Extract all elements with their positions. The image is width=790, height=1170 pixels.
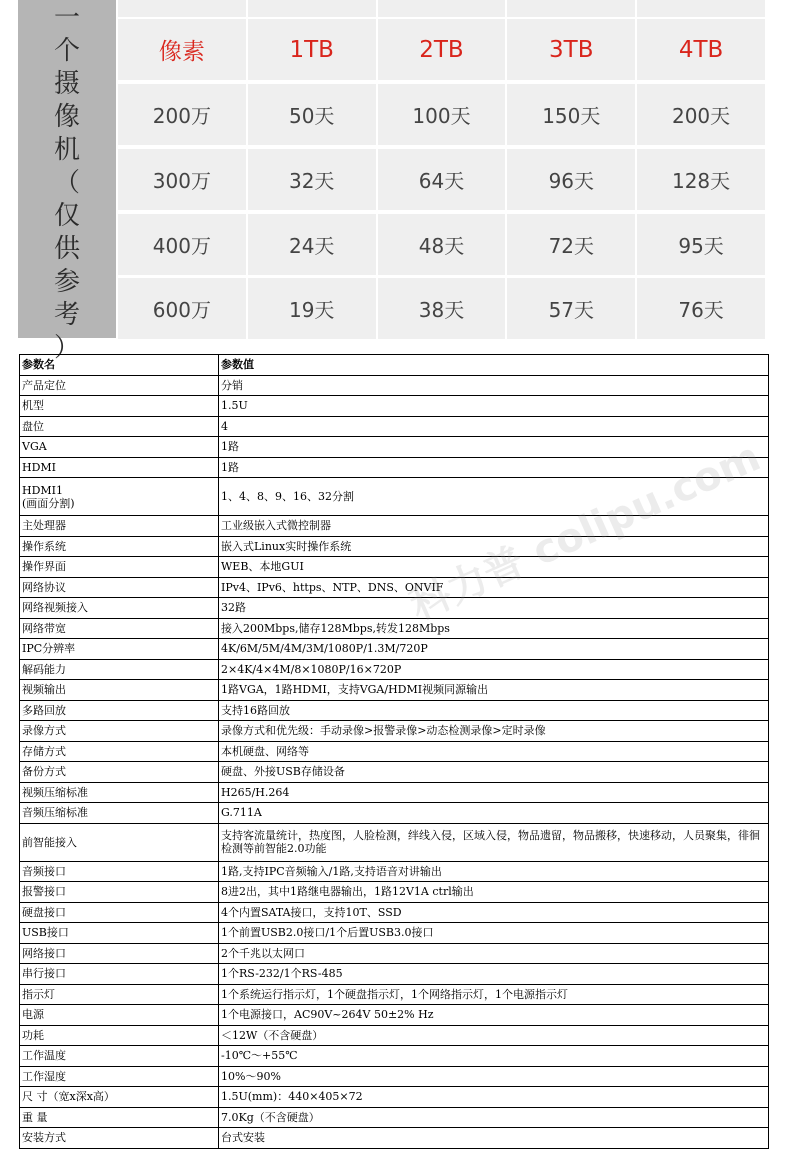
side-label [48,2,86,365]
side-label-char: 像 [53,102,80,132]
table-row [20,437,769,458]
grid-header-cell: 2TB [378,19,506,80]
param-value-cell: WEB、本地GUI [219,557,769,578]
param-value-cell: 4个内置SATA接口，支持10T、SSD [219,902,769,923]
param-name-cell: 工作湿度 [20,1066,219,1087]
param-value-cell: 接入200Mbps,储存128Mbps,转发128Mbps [219,618,769,639]
param-value-cell: 支持客流量统计，热度图，人脸检测，绊线入侵，区域入侵，物品遗留，物品搬移，快速移动，人员聚集，徘徊检测等前智能2.0功能 [219,823,769,861]
side-label-panel [18,0,116,363]
grid-cell: 24天 [248,214,376,275]
param-value-cell: 1个电源接口，AC90V~264V 50±2% Hz [219,1005,769,1026]
table-row [20,416,769,437]
param-value-cell: 参数值 [219,355,769,376]
param-value-cell: 分销 [219,375,769,396]
grid-cell: 19天 [248,278,376,339]
param-value-cell: 1.5U [219,396,769,417]
grid-cell: 57天 [507,278,635,339]
table-row [20,1128,769,1149]
param-name-cell: 视频输出 [20,680,219,701]
table-row [20,516,769,537]
table-header-row [20,355,769,376]
table-row [20,577,769,598]
side-label-char: 摄 [53,69,80,99]
param-name-cell: 音频压缩标准 [20,803,219,824]
param-name-cell: HDMI [20,457,219,478]
table-row [20,964,769,985]
param-name-cell: 功耗 [20,1025,219,1046]
side-label-char: 供 [53,234,80,264]
param-name-cell: 串行接口 [20,964,219,985]
grid-cell: 200万 [118,84,246,145]
param-value-cell: 10%～90% [219,1066,769,1087]
grid-cell: 50天 [248,84,376,145]
watermark: 科力普 colipu.com [403,433,768,630]
param-value-cell: 4 [219,416,769,437]
storage-duration-table [18,0,767,363]
table-row [20,700,769,721]
grid-cell: 72天 [507,214,635,275]
param-name-cell: 工作温度 [20,1046,219,1067]
table-row [20,984,769,1005]
table-row [20,557,769,578]
param-name-cell: 重 量 [20,1107,219,1128]
grid-header-cell: 像素 [118,19,246,80]
table-row [20,1107,769,1128]
param-value-cell: 1路 [219,437,769,458]
table-row [20,803,769,824]
grid-top-strip [507,0,635,17]
table-row [20,782,769,803]
param-name-cell: 解码能力 [20,659,219,680]
grid-cell: 96天 [507,149,635,210]
grid-cell: 32天 [248,149,376,210]
param-name-cell: 报警接口 [20,882,219,903]
side-label-char: 个 [53,36,80,66]
param-value-cell: 2×4K/4×4M/8×1080P/16×720P [219,659,769,680]
grid-top-strip [637,0,765,17]
side-label-char: （ [53,168,80,198]
table-row [20,1005,769,1026]
param-name-cell: 网络带宽 [20,618,219,639]
param-name-cell: 音频接口 [20,861,219,882]
table-row [20,943,769,964]
table-row [20,721,769,742]
param-value-cell: 1路,支持IPC音频输入/1路,支持语音对讲输出 [219,861,769,882]
param-name-cell: 盘位 [20,416,219,437]
param-value-cell: 工业级嵌入式微控制器 [219,516,769,537]
param-name-cell: 主处理器 [20,516,219,537]
table-row [20,375,769,396]
table-row [20,1087,769,1108]
param-name-cell: 产品定位 [20,375,219,396]
grid-top-strip [118,0,246,17]
param-name-cell: 网络协议 [20,577,219,598]
table-row [20,639,769,660]
side-label-char: ） [53,333,80,363]
grid-cell: 300万 [118,149,246,210]
grid-cell: 600万 [118,278,246,339]
param-name-cell: VGA [20,437,219,458]
table-row [20,861,769,882]
side-label-char: 参 [53,267,80,297]
side-label-char: 一 [53,3,80,33]
param-name-cell: 网络视频接入 [20,598,219,619]
param-name-cell: 硬盘接口 [20,902,219,923]
table-row [20,1046,769,1067]
param-value-cell: 硬盘、外接USB存储设备 [219,762,769,783]
grid-cell: 400万 [118,214,246,275]
param-name-cell: IPC分辨率 [20,639,219,660]
table-row [20,1066,769,1087]
side-label-char: 机 [53,135,80,165]
grid-cell: 64天 [378,149,506,210]
grid-cell: 100天 [378,84,506,145]
grid-cell: 76天 [637,278,765,339]
grid-top-strip [378,0,506,17]
table-row [20,680,769,701]
grid-cell: 95天 [637,214,765,275]
param-value-cell: 1路VGA，1路HDMI，支持VGA/HDMI视频同源输出 [219,680,769,701]
table-row [20,478,769,516]
param-name-cell: USB接口 [20,923,219,944]
param-name-cell: 操作系统 [20,536,219,557]
param-value-cell: -10℃～+55℃ [219,1046,769,1067]
storage-grid [118,0,767,338]
param-value-cell: 1路 [219,457,769,478]
param-name-cell: 录像方式 [20,721,219,742]
grid-header-cell: 1TB [248,19,376,80]
param-value-cell: 2个千兆以太网口 [219,943,769,964]
grid-top-strip [248,0,376,17]
grid-cell: 150天 [507,84,635,145]
param-value-cell: 本机硬盘、网络等 [219,741,769,762]
table-row [20,823,769,861]
param-name-cell: 备份方式 [20,762,219,783]
param-value-cell: ＜12W（不含硬盘） [219,1025,769,1046]
param-name-cell: HDMI1 (画面分割) [20,478,219,516]
table-row [20,457,769,478]
grid-cell: 48天 [378,214,506,275]
table-row [20,923,769,944]
param-value-cell: 7.0Kg（不含硬盘） [219,1107,769,1128]
grid-cell: 38天 [378,278,506,339]
param-name-cell: 多路回放 [20,700,219,721]
param-name-cell: 存储方式 [20,741,219,762]
param-name-cell: 前智能接入 [20,823,219,861]
param-value-cell: H265/H.264 [219,782,769,803]
grid-header-cell: 3TB [507,19,635,80]
param-value-cell: 1、4、8、9、16、32分割 [219,478,769,516]
table-row [20,762,769,783]
param-value-cell: 台式安装 [219,1128,769,1149]
table-row [20,396,769,417]
param-value-cell: G.711A [219,803,769,824]
table-row [20,902,769,923]
table-row [20,598,769,619]
param-name-cell: 网络接口 [20,943,219,964]
param-value-cell: 支持16路回放 [219,700,769,721]
param-value-cell: 8进2出，其中1路继电器输出，1路12V1A ctrl输出 [219,882,769,903]
table-row [20,882,769,903]
param-value-cell: 1个系统运行指示灯，1个硬盘指示灯，1个网络指示灯，1个电源指示灯 [219,984,769,1005]
table-row [20,536,769,557]
table-row [20,659,769,680]
table-row [20,741,769,762]
param-value-cell: IPv4、IPv6、https、NTP、DNS、ONVIF [219,577,769,598]
param-name-cell: 机型 [20,396,219,417]
param-name-cell: 安装方式 [20,1128,219,1149]
param-value-cell: 嵌入式Linux实时操作系统 [219,536,769,557]
grid-cell: 200天 [637,84,765,145]
param-value-cell: 1个RS-232/1个RS-485 [219,964,769,985]
side-label-char: 仅 [53,201,80,231]
param-value-cell: 录像方式和优先级：手动录像>报警录像>动态检测录像>定时录像 [219,721,769,742]
param-name-cell: 尺 寸（宽x深x高） [20,1087,219,1108]
side-label-char: 考 [53,300,80,330]
param-name-cell: 操作界面 [20,557,219,578]
parameter-table [19,354,769,1149]
param-name-cell: 参数名 [20,355,219,376]
grid-cell: 128天 [637,149,765,210]
param-value-cell: 4K/6M/5M/4M/3M/1080P/1.3M/720P [219,639,769,660]
param-name-cell: 电源 [20,1005,219,1026]
table-row [20,618,769,639]
grid-header-cell: 4TB [637,19,765,80]
param-name-cell: 指示灯 [20,984,219,1005]
param-value-cell: 1个前置USB2.0接口/1个后置USB3.0接口 [219,923,769,944]
table-row [20,1025,769,1046]
param-value-cell: 1.5U(mm)：440×405×72 [219,1087,769,1108]
param-name-cell: 视频压缩标准 [20,782,219,803]
param-value-cell: 32路 [219,598,769,619]
